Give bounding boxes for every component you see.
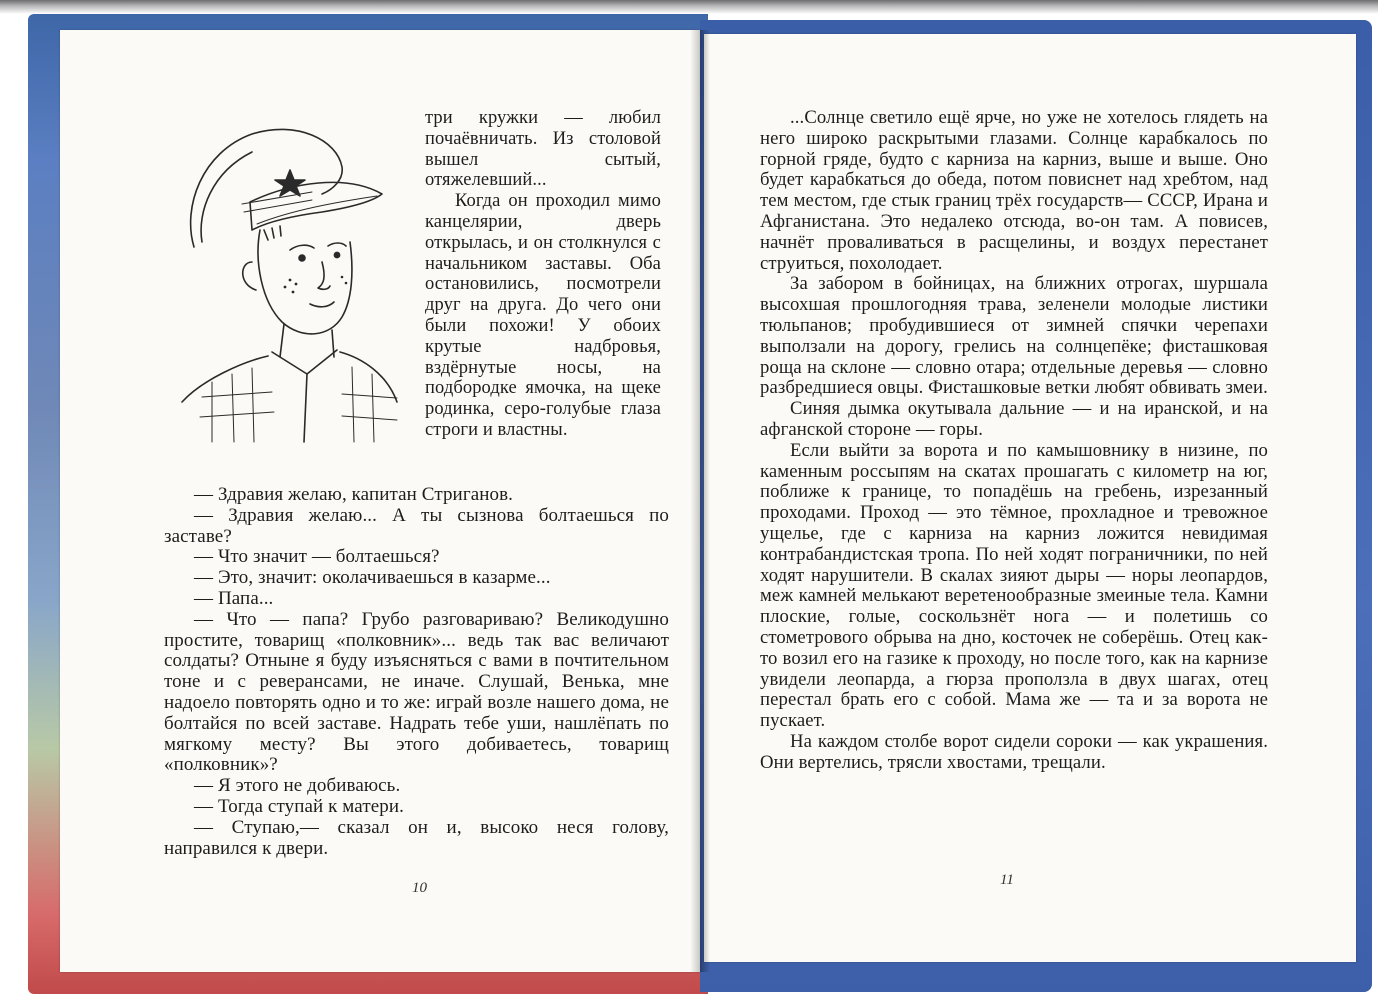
dialogue-line: — Что значит — болтаешься? — [194, 546, 440, 568]
paragraph: три кружки — любил почаёвничать. Из столовой вышел сытый, отяжелевший... — [425, 108, 661, 191]
paragraph: ...Солнце светило ещё ярче, но уже не хотелось глядеть на него широко раскрытыми глазами. Солнце карабкалось по горной гряде, будто с карниза на карниз, выше и выше. Оно будет карабкаться до обеда, потом повиснет над хребтом, над тем местом, где стык границ трёх государств— СССР, Ирана и Афганистана. Это недалеко отсюда, во-он там. А повисев, начнёт проваливаться в расщелины, и воздух перестанет струиться, похолодает. — [760, 107, 1268, 274]
dialogue-line: — Здравия желаю, капитан Стриганов. — [194, 484, 514, 505]
paragraph: Если выйти за ворота и по камышовнику в низине, по каменным россыпям на скатах прошагать с километр на юг, поближе к границе, то попадёшь на гребень, изрезанный проходами. Проход — это тёмное, прохладное и тревожное ущелье, где с карниза на карниз ложится невидимая контрабандистская тропа. По ней ходят пограничники, по ней ходят нарушители. В скалах зияют дыры — норы леопардов, меж камней мелькают веретенообразные змеиные тела. Камни плоские, голые, соскользнёт нога — и полетишь со стометрового обрыва на дно, косточек не соберёшь. Отец как-то возил его на газике к проходу, но после того, как на карнизе увидели леопарда, а гюрза проползла в двух шагах, отец перестал брать его с собой. Мама же — та и за ворота не пускает. — [760, 439, 1268, 732]
dialogue-line: — Папа... — [194, 587, 274, 609]
left-main-text — [164, 485, 669, 859]
dialogue-line: — Это, значит: околачиваешься в казарме... — [194, 567, 551, 589]
paragraph: За забором в бойницах, на ближних отрогах, шуршала высохшая прошлогодняя трава, зеленели молодые листики тюльпанов; пробудившиеся от зимней спячки черепахи выползали на дорогу, грелись на солнцепёке; фисташковая роща на склоне — словно отара; отдельные деревья — словно разбредшиеся овцы. Фисташковые ветки любят обвивать змеи. — [760, 273, 1268, 399]
page-number-left: 10 — [412, 880, 427, 896]
left-wrap-text — [425, 108, 661, 441]
paragraph: Когда он проходил мимо канцелярии, дверь открылась, и он столкнулся с начальником заставы. Оба остановились, посмотрели друг на друга. До чего они были похожи! У обоих крутые надбровья, вздёрнутые носы, на подбородке ямочка, на щеке родинка, серо-голубые глаза строги и властны. — [425, 191, 661, 440]
dialogue-line: — Ступаю,— сказал он и, высоко неся голову, направился к двери. — [164, 816, 669, 859]
boy-in-peaked-cap-icon — [172, 112, 412, 447]
dialogue-line: — Здравия желаю... А ты сызнова болтаешься по заставе? — [164, 504, 669, 547]
dialogue-line: — Тогда ступай к матери. — [194, 795, 404, 817]
page-number-right: 11 — [1000, 872, 1014, 888]
dialogue-line: — Я этого не добиваюсь. — [194, 775, 401, 797]
paragraph: На каждом столбе ворот сидели сороки — как украшения. Они вертелись, трясли хвостами, трещали. — [760, 730, 1268, 773]
dialogue-line: — Что — папа? Грубо разговариваю? Великодушно простите, товарищ «полковник»... ведь так вас величают солдаты? Отныне я буду изъясняться с вами в почтительном тоне и с реверансами, не иначе. Слушай, Венька, мне надоело повторять одно и то же: играй возле нашего дома, не болтайся по всей заставе. Надрать тебе уши, нашлёпать по мягкому месту? Вы этого добиваетесь, товарищ «полковник»? — [164, 608, 669, 776]
paragraph: Синяя дымка окутывала дальние — и на иранской, и на афганской стороне — горы. — [760, 398, 1268, 440]
right-main-text — [760, 108, 1268, 774]
book-gutter — [690, 30, 710, 972]
